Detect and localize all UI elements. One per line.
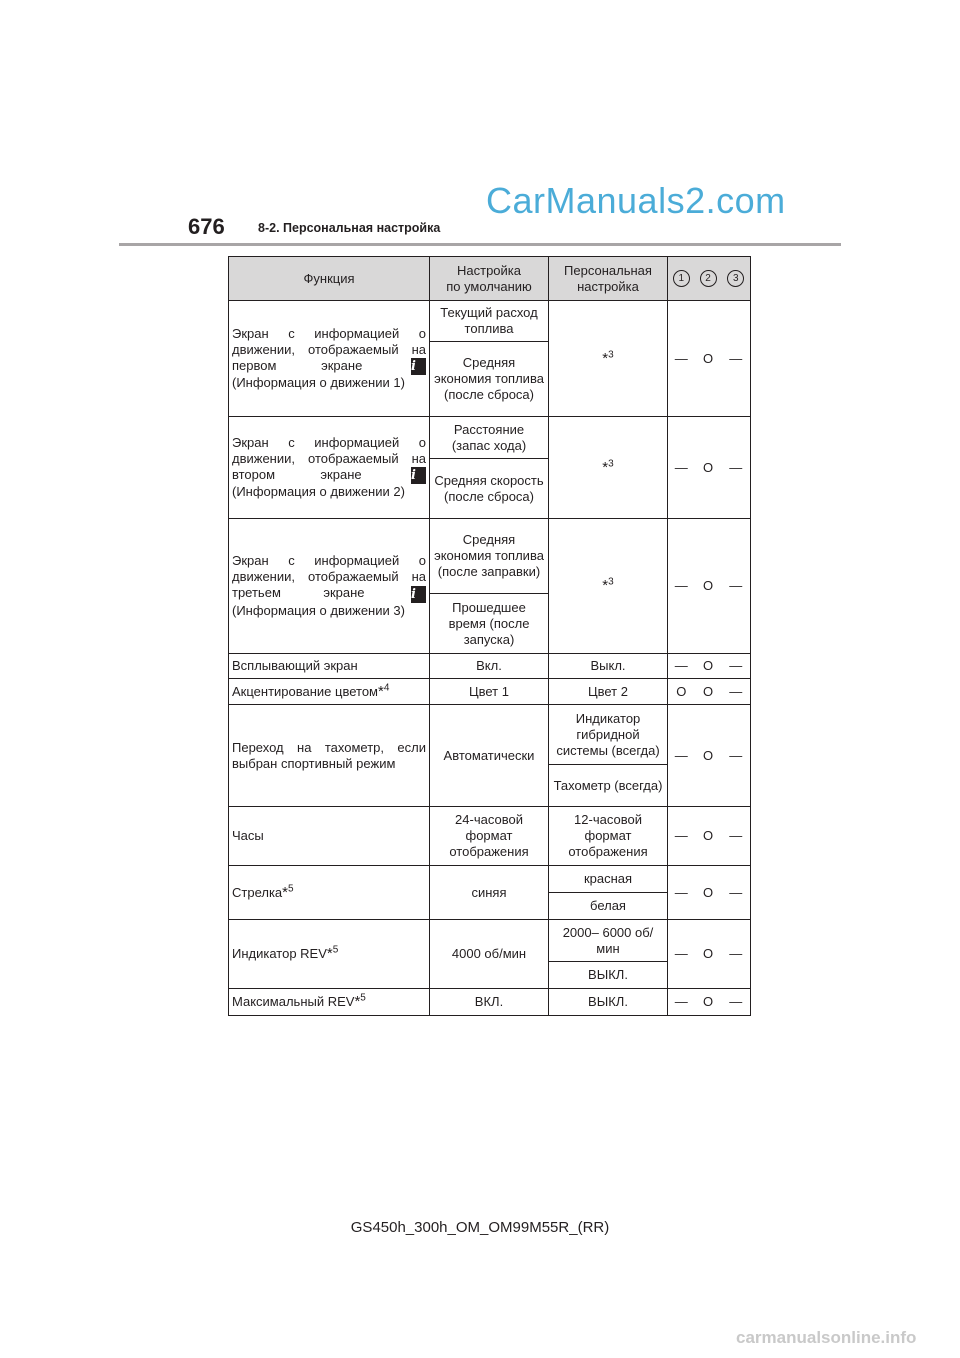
table-row <box>229 654 751 679</box>
col-header-default: Настройка по умолчанию <box>430 257 549 301</box>
function-cell: Индикатор REV*$^5$ <box>229 920 430 989</box>
setting-mark: О <box>695 920 722 989</box>
function-cell: Экран с информацией о движении, отображаемый на третьем экране i (Информация о движении 3) <box>229 519 430 654</box>
table-row <box>229 417 751 459</box>
header-divider <box>119 243 841 246</box>
setting-mark: О <box>668 679 695 705</box>
default-cell: 24-часовой формат отображения <box>430 807 549 866</box>
function-cell: Акцентирование цветом*$^4$ <box>229 679 430 705</box>
personal-cell: *$^3$ <box>549 519 668 654</box>
info-icon: i <box>411 586 426 603</box>
function-cell: Экран с информацией о движении, отображаемый на первом экране i (Информация о движении 1) <box>229 301 430 417</box>
default-cell: ВКЛ. <box>430 989 549 1016</box>
default-cell: Средняя экономия топлива (после сброса) <box>430 342 549 417</box>
default-cell: Автоматически <box>430 705 549 807</box>
setting-mark: — <box>668 301 695 417</box>
personal-cell: Выкл. <box>549 654 668 679</box>
setting-mark: О <box>695 989 722 1016</box>
setting-mark: О <box>695 679 722 705</box>
table-row <box>229 989 751 1016</box>
setting-mark: — <box>722 989 751 1016</box>
default-cell: Средняя скорость (после сброса) <box>430 459 549 519</box>
table-row <box>229 519 751 594</box>
setting-mark: О <box>695 866 722 920</box>
table-row <box>229 807 751 866</box>
col-header-3 <box>722 257 751 301</box>
col-header-personal: Персональная настройка <box>549 257 668 301</box>
default-cell: синяя <box>430 866 549 920</box>
table-row <box>229 920 751 962</box>
personal-cell: белая <box>549 893 668 920</box>
setting-mark: О <box>695 705 722 807</box>
col-header-2 <box>695 257 722 301</box>
default-cell: Вкл. <box>430 654 549 679</box>
setting-mark: — <box>722 654 751 679</box>
info-icon: i <box>411 358 426 375</box>
personal-cell: ВЫКЛ. <box>549 962 668 989</box>
function-cell: Максимальный REV*$^5$ <box>229 989 430 1016</box>
personal-cell: 2000– 6000 об/мин <box>549 920 668 962</box>
default-cell: 4000 об/мин <box>430 920 549 989</box>
info-icon: i <box>411 467 426 484</box>
col-header-function: Функция <box>229 257 430 301</box>
circled-number-icon: 2 <box>700 270 717 287</box>
setting-mark: О <box>695 807 722 866</box>
setting-mark: О <box>695 654 722 679</box>
table-row <box>229 705 751 765</box>
document-code: GS450h_300h_OM_OM99M55R_(RR) <box>350 1219 610 1236</box>
function-cell: Всплывающий экран <box>229 654 430 679</box>
personal-cell: красная <box>549 866 668 893</box>
personal-cell: Тахометр (всегда) <box>549 765 668 807</box>
page-number: 676 <box>188 214 225 239</box>
setting-mark: — <box>722 920 751 989</box>
function-cell: Экран с информацией о движении, отображаемый на втором экране i (Информация о движении 2) <box>229 417 430 519</box>
setting-mark: О <box>695 417 722 519</box>
setting-mark: — <box>668 920 695 989</box>
setting-mark: — <box>668 654 695 679</box>
col-header-1 <box>668 257 695 301</box>
setting-mark: — <box>668 807 695 866</box>
default-cell: Цвет 1 <box>430 679 549 705</box>
default-cell: Средняя экономия топлива (после заправки) <box>430 519 549 594</box>
watermark: CarManuals2.com <box>486 180 786 221</box>
setting-mark: — <box>722 417 751 519</box>
personal-cell: Цвет 2 <box>549 679 668 705</box>
setting-mark: О <box>695 301 722 417</box>
setting-mark: — <box>668 417 695 519</box>
personal-cell: 12-часовой формат отображения <box>549 807 668 866</box>
site-watermark: carmanualsonline.info <box>736 1328 917 1347</box>
setting-mark: — <box>722 301 751 417</box>
setting-mark: О <box>695 519 722 654</box>
setting-mark: — <box>722 705 751 807</box>
setting-mark: — <box>668 989 695 1016</box>
function-cell: Стрелка*$^5$ <box>229 866 430 920</box>
circled-number-icon: 3 <box>727 270 744 287</box>
setting-mark: — <box>722 679 751 705</box>
circled-number-icon: 1 <box>673 270 690 287</box>
setting-mark: — <box>668 705 695 807</box>
section-title: 8-2. Персональная настройка <box>258 221 441 235</box>
table-header-row <box>229 257 751 301</box>
table-row <box>229 679 751 705</box>
setting-mark: — <box>722 519 751 654</box>
function-cell: Часы <box>229 807 430 866</box>
default-cell: Текущий расход топлива <box>430 301 549 342</box>
settings-table <box>228 256 751 1016</box>
personal-cell: Индикатор гибридной системы (всегда) <box>549 705 668 765</box>
personal-cell: ВЫКЛ. <box>549 989 668 1016</box>
setting-mark: — <box>722 866 751 920</box>
table-row <box>229 301 751 342</box>
default-cell: Расстояние (запас хода) <box>430 417 549 459</box>
function-cell: Переход на тахометр, если выбран спортивный режим <box>229 705 430 807</box>
personal-cell: *$^3$ <box>549 417 668 519</box>
setting-mark: — <box>668 519 695 654</box>
setting-mark: — <box>722 807 751 866</box>
personal-cell: *$^3$ <box>549 301 668 417</box>
table-row <box>229 866 751 893</box>
default-cell: Прошедшее время (после запуска) <box>430 594 549 654</box>
setting-mark: — <box>668 866 695 920</box>
